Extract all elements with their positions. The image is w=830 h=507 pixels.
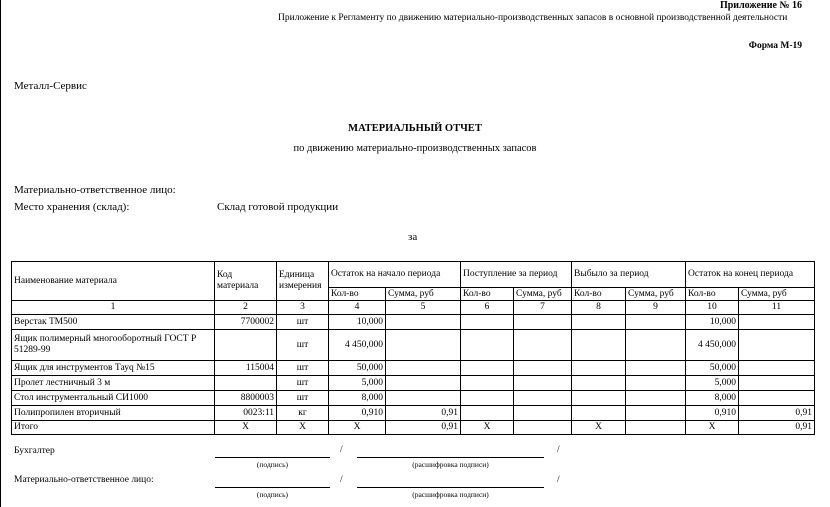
col-num: 6 [461, 301, 514, 315]
col-num: 3 [277, 301, 329, 315]
cell-start-sum [386, 330, 461, 361]
accountant-sign-line [215, 457, 330, 458]
total-out-sum [626, 421, 686, 435]
table-row [12, 330, 815, 361]
cell-end-qty: 4 450,000 [686, 330, 739, 361]
header-start-balance: Остаток на начало периода [329, 262, 461, 288]
header-income: Поступление за период [461, 262, 572, 288]
cell-start-sum: 0,91 [386, 406, 461, 421]
total-unit: Х [277, 421, 329, 435]
cell-name: Полипропилен вторичный [12, 406, 215, 421]
cell-unit: шт [277, 361, 329, 376]
accountant-slash: / [340, 445, 343, 455]
accountant-label: Бухгалтер [14, 446, 55, 456]
cell-unit: шт [277, 330, 329, 361]
total-start-qty: Х [329, 421, 386, 435]
responsible-slash-end: / [557, 475, 560, 485]
cell-start-qty: 0,910 [329, 406, 386, 421]
cell-out-qty [572, 315, 626, 330]
total-out-qty: Х [572, 421, 626, 435]
total-start-sum: 0,91 [386, 421, 461, 435]
storage-label: Место хранения (склад): [14, 201, 130, 213]
form-code: Форма М-19 [748, 41, 802, 51]
header-out-qty: Кол-во [572, 288, 626, 301]
cell-end-qty: 5,000 [686, 376, 739, 391]
cell-end-sum [739, 376, 815, 391]
responsible-person-label: Материально-ответственное лицо: [14, 184, 176, 196]
cell-out-qty [572, 361, 626, 376]
cell-end-sum [739, 315, 815, 330]
cell-start-sum [386, 376, 461, 391]
cell-start-qty: 5,000 [329, 376, 386, 391]
responsible-sign-caption: (подпись) [256, 490, 289, 499]
col-num: 9 [626, 301, 686, 315]
appendix-number: Приложение № 16 [719, 0, 802, 11]
cell-out-sum [626, 406, 686, 421]
header-start-qty: Кол-во [329, 288, 386, 301]
cell-unit: шт [277, 315, 329, 330]
cell-out-sum [626, 376, 686, 391]
cell-in-qty [461, 315, 514, 330]
cell-end-qty: 50,000 [686, 361, 739, 376]
col-num: 2 [215, 301, 277, 315]
responsible-sign-label: Материально-ответственное лицо: [14, 475, 154, 485]
header-end-qty: Кол-во [686, 288, 739, 301]
column-number-row [12, 301, 815, 315]
table-row [12, 315, 815, 330]
cell-start-qty: 4 450,000 [329, 330, 386, 361]
col-num: 10 [686, 301, 739, 315]
cell-in-sum [514, 376, 572, 391]
cell-end-sum: 0,91 [739, 406, 815, 421]
header-in-sum: Сумма, руб [514, 288, 572, 301]
cell-in-sum [514, 361, 572, 376]
period-label: за [408, 231, 418, 243]
cell-start-qty: 8,000 [329, 391, 386, 406]
cell-code: 7700002 [215, 315, 277, 330]
col-num: 7 [514, 301, 572, 315]
cell-in-sum [514, 391, 572, 406]
cell-start-sum [386, 391, 461, 406]
cell-out-qty [572, 376, 626, 391]
header-name: Наименование материала [12, 262, 215, 301]
cell-in-sum [514, 315, 572, 330]
accountant-sign-caption: (подпись) [256, 460, 289, 469]
cell-out-sum [626, 315, 686, 330]
cell-start-qty: 10,000 [329, 315, 386, 330]
cell-out-qty [572, 391, 626, 406]
header-code: Код материала [215, 262, 277, 301]
col-num: 4 [329, 301, 386, 315]
total-label: Итого [12, 421, 215, 435]
cell-in-qty [461, 330, 514, 361]
cell-in-sum [514, 406, 572, 421]
total-end-qty: Х [686, 421, 739, 435]
cell-end-qty: 10,000 [686, 315, 739, 330]
cell-name: Стол инструментальный СИ1000 [12, 391, 215, 406]
total-in-sum [514, 421, 572, 435]
cell-end-qty: 8,000 [686, 391, 739, 406]
cell-end-sum [739, 330, 815, 361]
cell-code: 115004 [215, 361, 277, 376]
col-num: 8 [572, 301, 626, 315]
total-in-qty: Х [461, 421, 514, 435]
cell-name: Пролет лестничный 3 м [12, 376, 215, 391]
cell-name: Верстак ТМ500 [12, 315, 215, 330]
cell-code [215, 330, 277, 361]
page-title: МАТЕРИАЛЬНЫЙ ОТЧЕТ [348, 123, 482, 134]
cell-code: 8800003 [215, 391, 277, 406]
cell-end-sum [739, 391, 815, 406]
accountant-decode-line [357, 457, 544, 458]
cell-unit: кг [277, 406, 329, 421]
materials-table [11, 261, 815, 435]
cell-out-sum [626, 330, 686, 361]
cell-code [215, 376, 277, 391]
page-left-border [0, 0, 1, 507]
header-out-sum: Сумма, руб [626, 288, 686, 301]
storage-value: Склад готовой продукции [217, 201, 339, 213]
responsible-sign-line [215, 487, 330, 488]
cell-in-qty [461, 391, 514, 406]
cell-start-sum [386, 361, 461, 376]
cell-name: Ящик для инструментов Тауq №15 [12, 361, 215, 376]
col-num: 1 [12, 301, 215, 315]
cell-name: Ящик полимерный многооборотный ГОСТ Р 51289-99 [12, 330, 215, 361]
cell-in-qty [461, 406, 514, 421]
table-row [12, 406, 815, 421]
col-num: 11 [739, 301, 815, 315]
responsible-slash: / [340, 475, 343, 485]
table-row [12, 361, 815, 376]
header-end-sum: Сумма, руб [739, 288, 815, 301]
header-end-balance: Остаток на конец периода [686, 262, 815, 288]
total-row [12, 421, 815, 435]
accountant-decode-caption: (расшифровка подписи) [412, 460, 489, 469]
cell-code: 0023:11 [215, 406, 277, 421]
cell-in-qty [461, 361, 514, 376]
responsible-decode-caption: (расшифровка подписи) [412, 490, 489, 499]
responsible-decode-line [357, 487, 544, 488]
header-in-qty: Кол-во [461, 288, 514, 301]
cell-out-qty [572, 330, 626, 361]
page-subtitle: по движению материально-производственных запасов [293, 143, 537, 154]
cell-out-sum [626, 391, 686, 406]
table-row [12, 391, 815, 406]
cell-in-sum [514, 330, 572, 361]
cell-in-qty [461, 376, 514, 391]
header-outflow: Выбыло за период [572, 262, 686, 288]
accountant-slash-end: / [557, 445, 560, 455]
cell-end-sum [739, 361, 815, 376]
cell-unit: шт [277, 391, 329, 406]
col-num: 5 [386, 301, 461, 315]
cell-start-qty: 50,000 [329, 361, 386, 376]
total-code: Х [215, 421, 277, 435]
total-end-sum: 0,91 [739, 421, 815, 435]
cell-out-qty [572, 406, 626, 421]
cell-out-sum [626, 361, 686, 376]
cell-unit: шт [277, 376, 329, 391]
header-start-sum: Сумма, руб [386, 288, 461, 301]
cell-end-qty: 0,910 [686, 406, 739, 421]
table-row [12, 376, 815, 391]
cell-start-sum [386, 315, 461, 330]
header-unit: Единица измерения [277, 262, 329, 301]
table-header-row [12, 262, 815, 288]
regulation-note: Приложение к Регламенту по движению материально-производственных запасов в основной производственной деятельности [278, 13, 788, 23]
organization-name: Металл-Сервис [14, 80, 87, 92]
